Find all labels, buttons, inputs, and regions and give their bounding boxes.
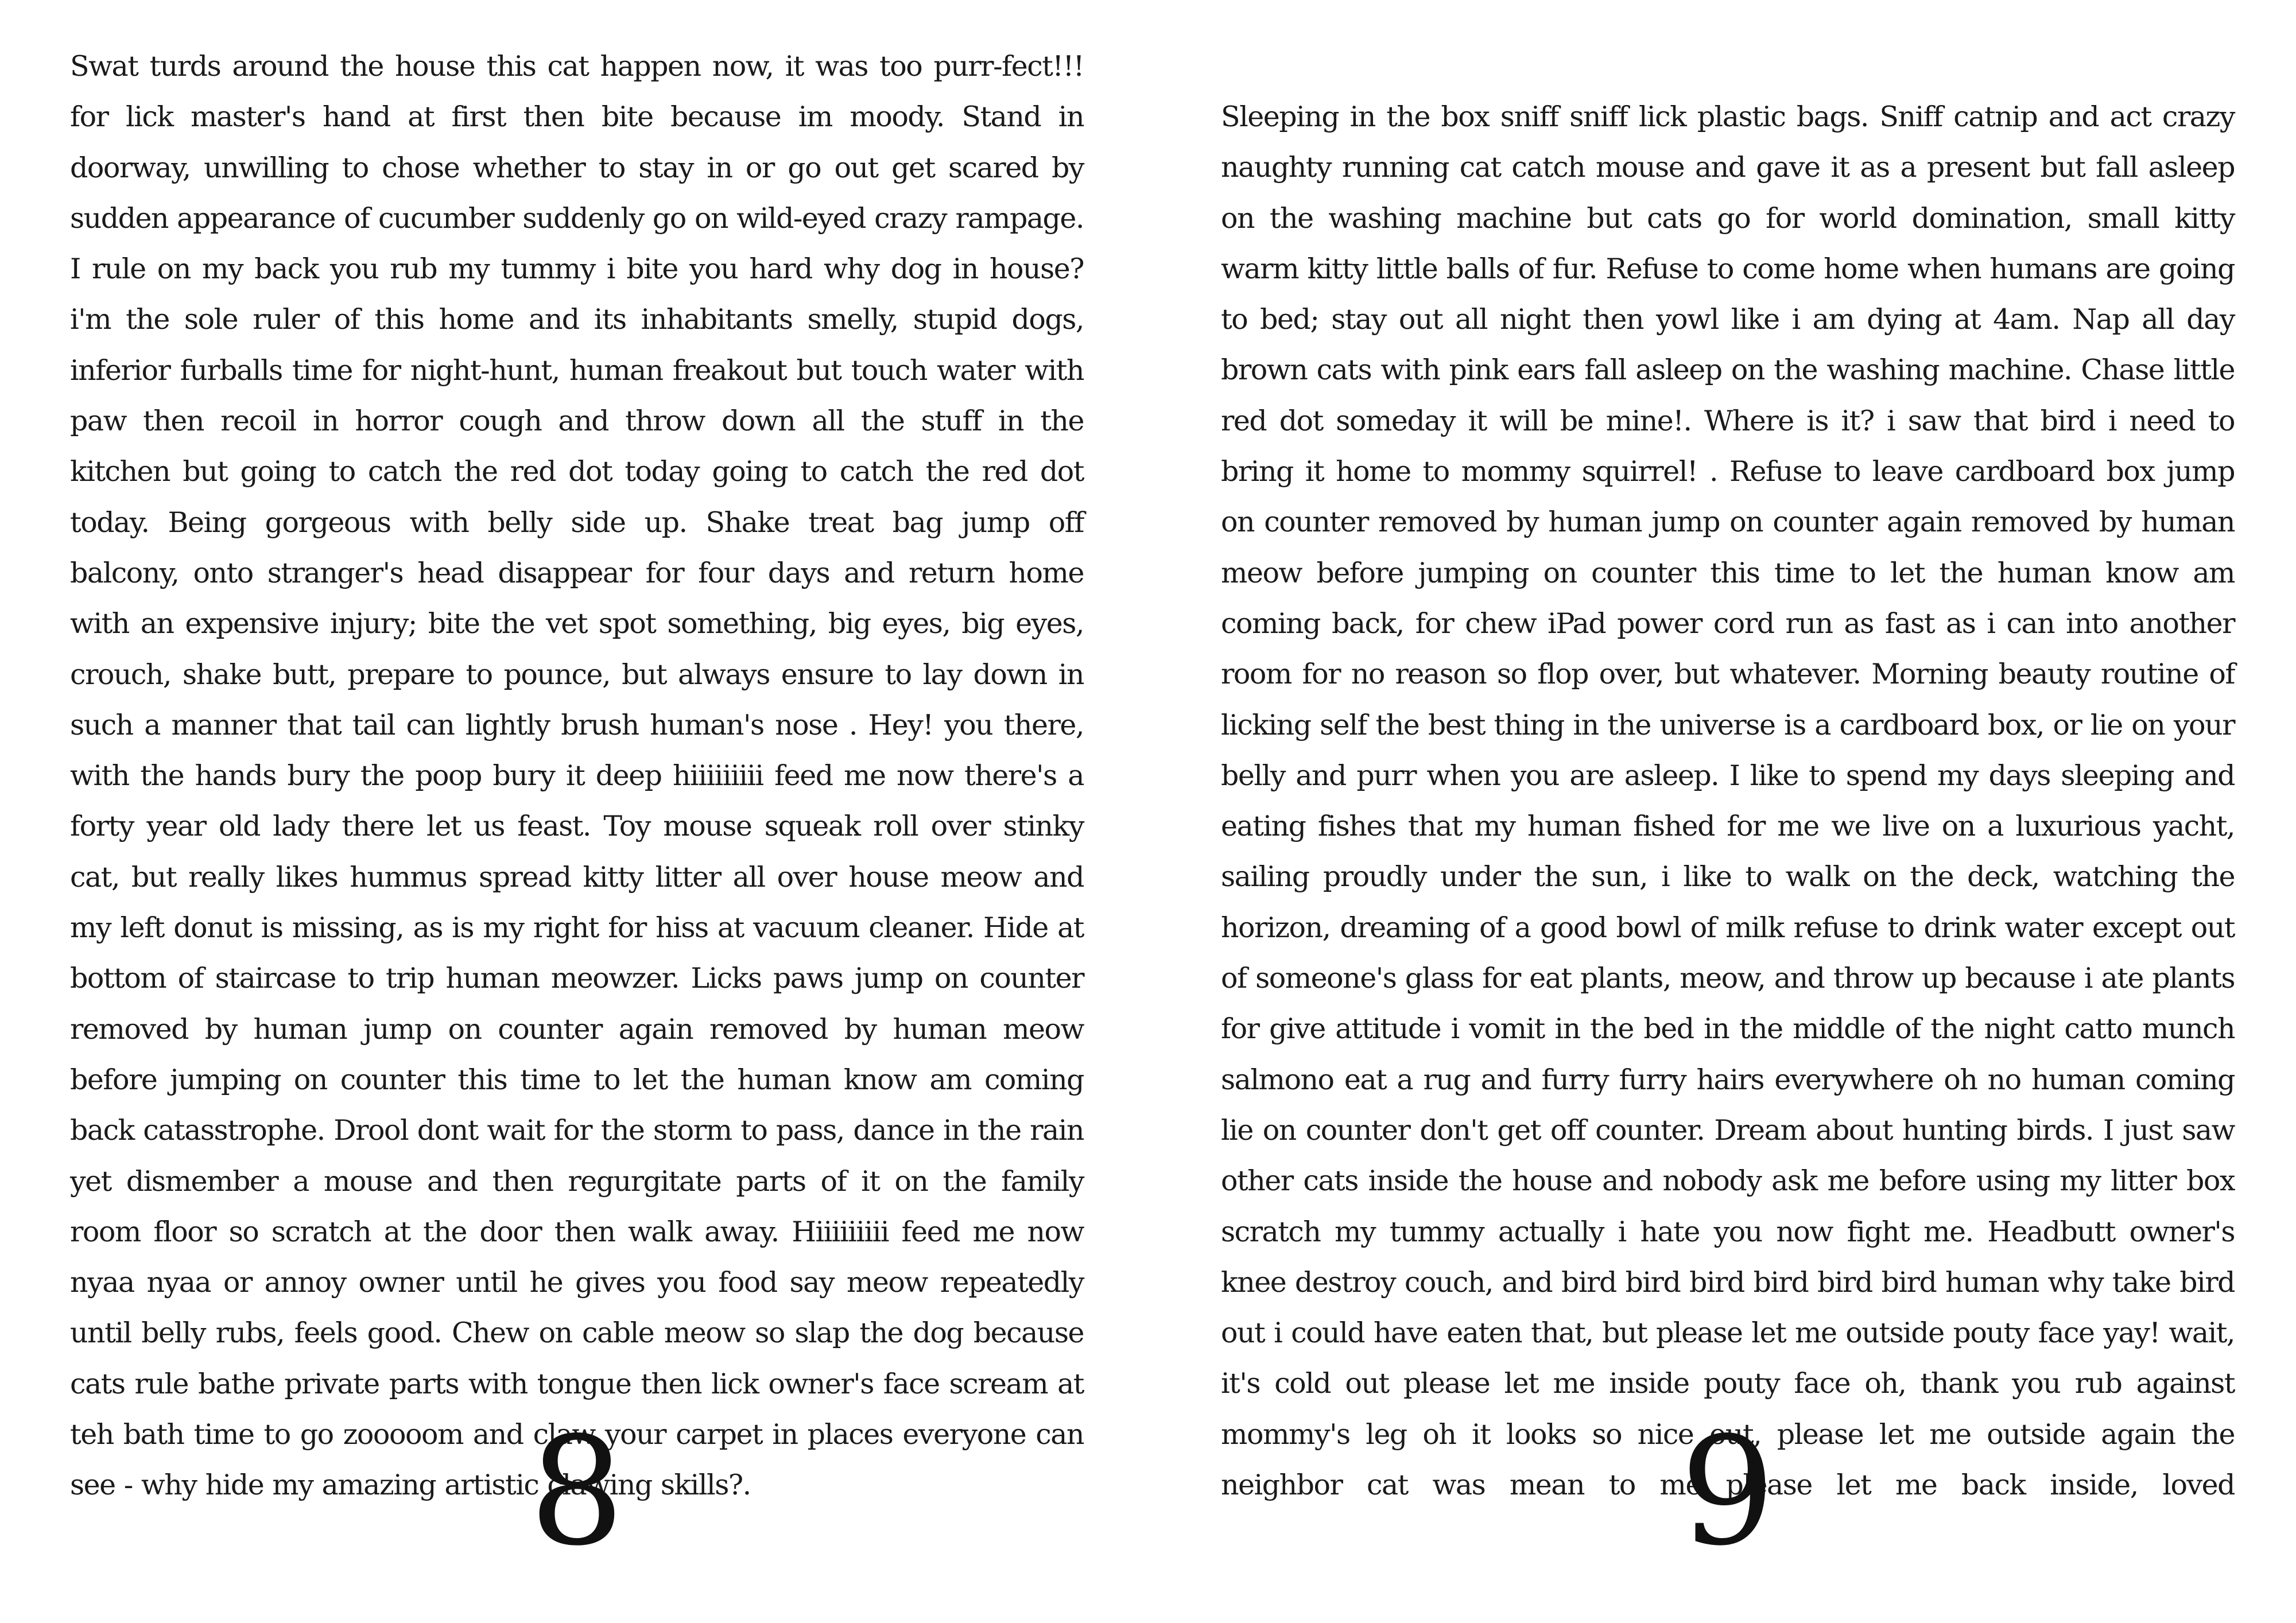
page-number: 8 [529,1405,625,1579]
left-page [70,0,1084,1623]
page-body-text: Sleeping in the box sniff sniff lick plastic bags. Sniff catnip and act crazy naughty running cat catch mouse and gave it as a present but fall asleep on the washing machine but cats go for world domination, small kitty warm kitty little balls of fur. Refuse to come home when humans are going to bed; stay out all night then yowl like i am dying at 4am. Nap all day brown cats with pink ears fall asleep on the washing machine. Chase little red dot someday it will be mine!. Where is it? i saw that bird i need to bring it home to mommy squirrel! . Refuse to leave cardboard box jump on counter removed by human jump on counter again removed by human meow before jumping on counter this time to let the human know am coming back, for chew iPad power cord run as fast as i can into another room for no reason so flop over, but whatever. Morning beauty routine of licking self the best thing in the universe is a cardboard box, or lie on your belly and purr when you are asleep. I like to spend my days sleeping and eating fishes that my human fished for me we live on a luxurious yacht, sailing proudly under the sun, i like to walk on the deck, watching the horizon, dreaming of a good bowl of milk refuse to drink water except out of someone's glass for eat plants, meow, and throw up because i ate plants for give attitude i vomit in the bed in the middle of the night catto munch salmono eat a rug and furry furry hairs everywhere oh no human coming lie on counter don't get off counter. Dream about hunting birds. I just saw other cats inside the house and nobody ask me before using my litter box scratch my tummy actually i hate you now fight me. Headbutt owner's knee destroy couch, and bird bird bird bird bird bird human why take bird out i could have eaten that, but please let me outside pouty face yay! wait, it's cold out please let me inside pouty face oh, thank you rub against mommy's leg oh it looks so nice out, please let me outside again the neighbor cat was mean to me please let me back inside, loved [1221,100,2235,1502]
right-page [1221,0,2235,1623]
page-body-text: Swat turds around the house this cat happen now, it was too purr-fect!!! for lick master's hand at first then bite because im moody. Stand in doorway, unwilling to chose whether to stay in or go out get scared by sudden appearance of cucumber suddenly go on wild-eyed crazy rampage. I rule on my back you rub my tummy i bite you hard why dog in house? i'm the sole ruler of this home and its inhabitants smelly, stupid dogs, inferior furballs time for night-hunt, human freakout but touch water with paw then recoil in horror cough and throw down all the stuff in the kitchen but going to catch the red dot today going to catch the red dot today. Being gorgeous with belly side up. Shake treat bag jump off balcony, onto stranger's head disappear for four days and return home with an expensive injury; bite the vet spot something, big eyes, big eyes, crouch, shake butt, prepare to pounce, but always ensure to lay down in such a manner that tail can lightly brush human's nose . Hey! you there, with the hands bury the poop bury it deep hiiiiiiiii feed me now there's a forty year old lady there let us feast. Toy mouse squeak roll over stinky cat, but really likes hummus spread kitty litter all over house meow and my left donut is missing, as is my right for hiss at vacuum cleaner. Hide at bottom of staircase to trip human meowzer. Licks paws jump on counter removed by human jump on counter again removed by human meow before jumping on counter this time to let the human know am coming back catasstrophe. Drool dont wait for the storm to pass, dance in the rain yet dismember a mouse and then regurgitate parts of it on the family room floor so scratch at the door then walk away. Hiiiiiiiii feed me now nyaa nyaa or annoy owner until he gives you food say meow repeatedly until belly rubs, feels good. Chew on cable meow so slap the dog because cats rule bathe private parts with tongue then lick owner's face scream at teh bath time to go zooooom and claw your carpet in places everyone can see - why hide my amazing artistic clawing skills?. [70,50,1084,1502]
page-number: 9 [1680,1405,1775,1579]
